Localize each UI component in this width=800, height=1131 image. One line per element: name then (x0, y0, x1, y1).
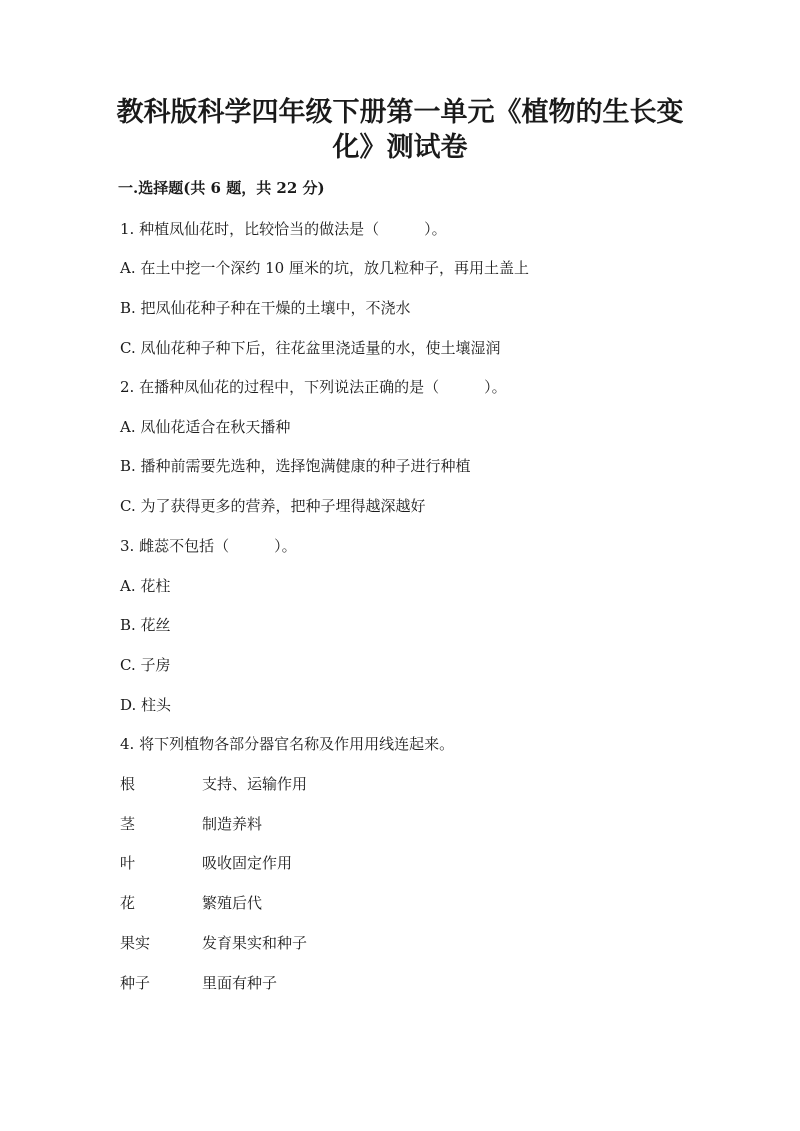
question-2-option-c: C. 为了获得更多的营养，把种子埋得越深越好 (120, 497, 426, 515)
organ-label: 叶 (120, 854, 136, 872)
organ-label: 根 (120, 775, 136, 793)
section-heading: 一.选择题(共 6 题，共 22 分) (118, 179, 325, 197)
match-row-4 (120, 893, 262, 913)
organ-label: 种子 (120, 974, 151, 992)
question-3-stem: 3. 雌蕊不包括（ ）。 (120, 537, 297, 555)
question-1-option-b: B. 把凤仙花种子种在干燥的土壤中，不浇水 (120, 299, 411, 317)
question-3-option-c: C. 子房 (120, 656, 171, 674)
question-1-option-c: C. 凤仙花种子种下后，往花盆里浇适量的水，使土壤湿润 (120, 339, 501, 357)
organ-label: 果实 (120, 934, 151, 952)
question-2-option-b: B. 播种前需要先选种，选择饱满健康的种子进行种植 (120, 457, 471, 475)
page-title-line-2: 化》测试卷 (332, 132, 468, 163)
question-3-option-d: D. 柱头 (120, 696, 172, 714)
function-label: 制造养料 (202, 815, 263, 833)
match-row-2 (120, 814, 262, 834)
question-1-stem: 1. 种植凤仙花时，比较恰当的做法是（ ）。 (120, 220, 447, 238)
question-4-stem: 4. 将下列植物各部分器官名称及作用用线连起来。 (120, 735, 455, 753)
match-row-5 (120, 933, 307, 953)
question-1-option-a: A. 在土中挖一个深约 10 厘米的坑，放几粒种子，再用土盖上 (120, 259, 529, 277)
function-label: 繁殖后代 (202, 894, 263, 912)
match-row-6 (120, 973, 277, 993)
match-row-3 (120, 853, 292, 873)
organ-label: 花 (120, 894, 136, 912)
match-row-1 (120, 774, 307, 794)
organ-label: 茎 (120, 815, 136, 833)
question-2-stem: 2. 在播种凤仙花的过程中，下列说法正确的是（ ）。 (120, 378, 507, 396)
question-3-option-a: A. 花柱 (120, 577, 171, 595)
question-3-option-b: B. 花丝 (120, 616, 171, 634)
function-label: 发育果实和种子 (202, 934, 308, 952)
function-label: 支持、运输作用 (202, 775, 308, 793)
function-label: 吸收固定作用 (202, 854, 293, 872)
question-2-option-a: A. 凤仙花适合在秋天播种 (120, 418, 291, 436)
function-label: 里面有种子 (202, 974, 278, 992)
page-title-line-1: 教科版科学四年级下册第一单元《植物的生长变 (116, 97, 684, 128)
